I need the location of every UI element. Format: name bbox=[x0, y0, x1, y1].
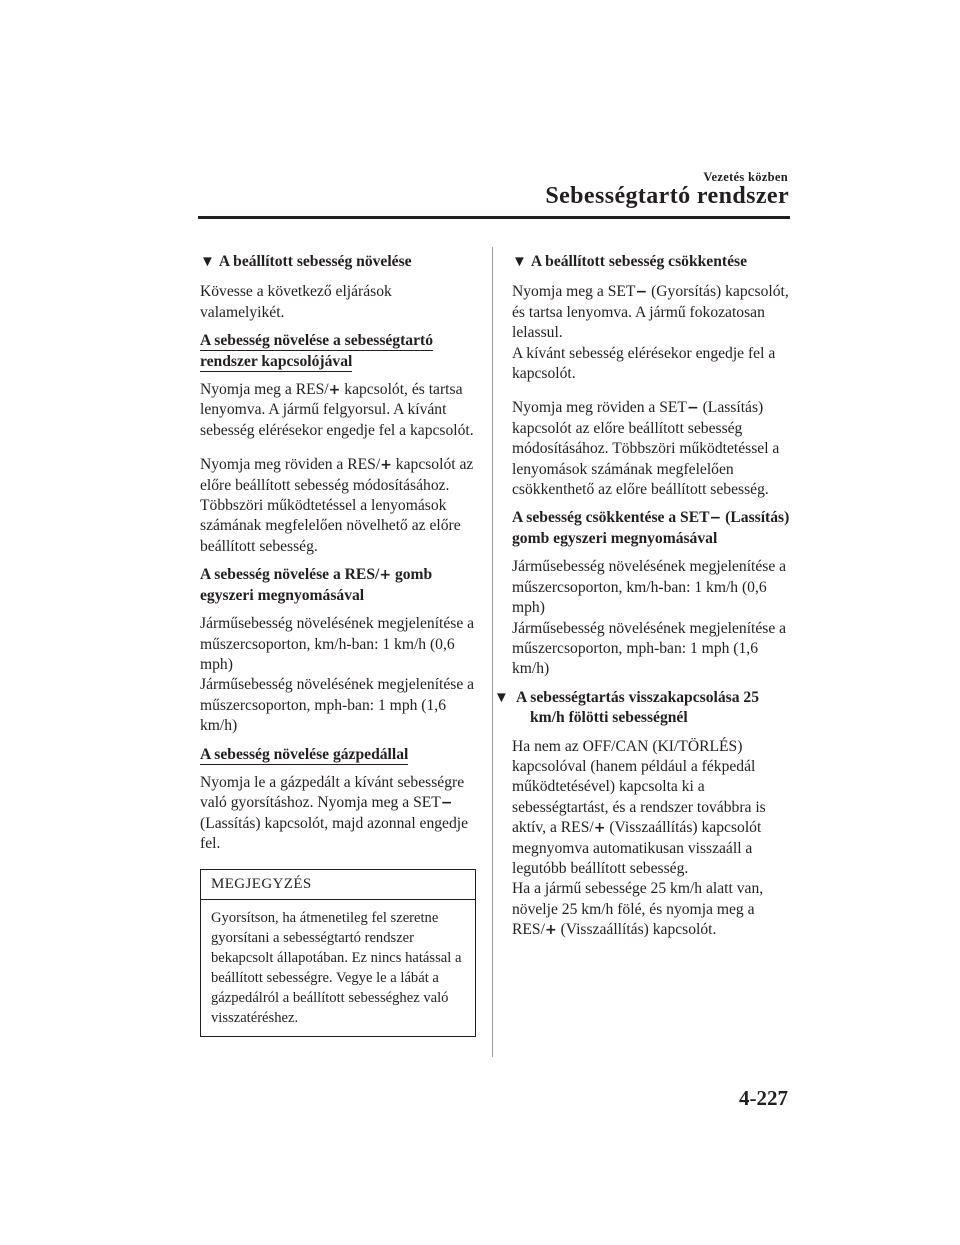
text-part: (Visszaállítás) kapcsolót megnyomva automatikusan visszaáll a legutóbb beállított sebesség. bbox=[512, 819, 762, 877]
column-divider bbox=[492, 247, 493, 1057]
note-title: MEGJEGYZÉS bbox=[201, 870, 475, 900]
text-part: (Gyorsítás) kapcsolót, és tartsa lenyomva. A jármű fokozatosan lelassul. bbox=[512, 283, 789, 342]
left-column bbox=[200, 252, 476, 1037]
text-part: A sebesség csökkentése a SET bbox=[512, 509, 710, 527]
text-part: gomb egyszeri megnyomásával bbox=[200, 566, 433, 604]
minus-icon: − bbox=[686, 400, 699, 417]
subheading-set-single bbox=[512, 508, 790, 549]
minus-icon: − bbox=[440, 795, 453, 812]
text-part: (Visszaállítás) kapcsolót. bbox=[556, 921, 717, 939]
page-title: Sebességtartó rendszer bbox=[545, 183, 789, 209]
page-number: 4-227 bbox=[739, 1086, 788, 1110]
paragraph-accelerator bbox=[200, 773, 476, 855]
paragraph-res-short bbox=[200, 455, 476, 557]
paragraph-set-hold bbox=[512, 282, 790, 343]
paragraph-mph-increment: Járműsebesség növelésének megjelenítése a műszercsoporton, mph-ban: 1 mph (1,6 km/h) bbox=[512, 619, 787, 678]
note-box bbox=[200, 869, 476, 1037]
paragraph-res-hold bbox=[200, 380, 476, 441]
section-heading-decrease bbox=[512, 252, 790, 272]
heading-text: A beállított sebesség csökkentése bbox=[530, 253, 747, 270]
text-part: (Lassítás) gomb egyszeri megnyomásával bbox=[512, 509, 790, 547]
paragraph-resume bbox=[512, 737, 790, 880]
note-body: Gyorsítson, ha átmenetileg fel szeretne gyorsítani a sebességtartó rendszer bekapcsolt állapotában. Ez nincs hatással a beállított sebességre. Vegye le a lábát a gázpedálról a beállított sebességhez való visszatéréshez. bbox=[211, 909, 462, 1026]
minus-icon: − bbox=[709, 510, 722, 527]
text-part: kapcsolót az előre beállított sebesség módosításához. Többszöri működtetéssel a lenyomások számának megfelelően növelhető az előre beállított sebesség. bbox=[200, 456, 474, 555]
text-part: Nyomja meg röviden a SET bbox=[512, 399, 687, 417]
paragraph-release: A kívánt sebesség elérésekor engedje fel a kapcsolót. bbox=[512, 344, 776, 383]
subheading-res-single bbox=[200, 565, 476, 606]
section-label: Vezetés közben bbox=[703, 170, 788, 184]
text-part: Nyomja le a gázpedált a kívánt sebességre való gyorsításhoz. Nyomja meg a SET bbox=[200, 773, 465, 812]
heading-text: A beállított sebesség növelése bbox=[218, 253, 412, 270]
text-part: (Lassítás) kapcsolót, majd azonnal engedje fel. bbox=[200, 814, 469, 853]
text-part: (Lassítás) kapcsolót az előre beállított sebesség módosításához. Többszöri működtetéssel a lenyomások számának megfelelően csökkenthető az előre beállított sebesség. bbox=[512, 399, 780, 499]
paragraph-set-short bbox=[512, 398, 790, 500]
text-part: Ha nem az OFF/CAN (KI/TÖRLÉS) kapcsolóval (hanem például a fékpedál működtetésével) kapcsolta ki a sebességtartást, és a rendszer továbbra is aktív, a RES/ bbox=[512, 737, 766, 837]
plus-icon: + bbox=[544, 922, 557, 939]
header-divider bbox=[198, 216, 790, 219]
text-part: kapcsolót, és tartsa lenyomva. A jármű felgyorsul. A kívánt sebesség elérésekor engedje fel a kapcsolót. bbox=[200, 381, 474, 439]
minus-icon: − bbox=[635, 284, 648, 301]
paragraph-kmh-increment: Járműsebesség növelésének megjelenítése a műszercsoporton, km/h-ban: 1 km/h (0,6 mph) bbox=[200, 615, 475, 673]
subheading-line-2: rendszer kapcsolójával bbox=[200, 352, 353, 370]
section-heading-increase bbox=[200, 252, 476, 272]
plus-icon: + bbox=[379, 567, 392, 584]
text-part: Nyomja meg a RES/ bbox=[200, 381, 329, 399]
subheading-line-1: A sebesség növelése a sebességtartó bbox=[200, 332, 433, 350]
subheading-accelerator bbox=[200, 745, 476, 765]
paragraph-below-25 bbox=[512, 879, 790, 940]
heading-text: A sebességtartás visszakapcsolása 25 km/h fölötti sebességnél bbox=[516, 688, 760, 727]
text-part: Ha a jármű sebessége 25 km/h alatt van, növelje 25 km/h fölé, és nyomja meg a RES/ bbox=[512, 880, 764, 939]
text-part: Nyomja meg röviden a RES/ bbox=[200, 456, 381, 474]
paragraph-mph-increment: Járműsebesség növelésének megjelenítése a műszercsoporton, mph-ban: 1 mph (1,6 km/h) bbox=[200, 676, 475, 735]
triangle-icon: ▼ bbox=[512, 254, 527, 270]
subheading-text: A sebesség növelése gázpedállal bbox=[200, 745, 409, 763]
text-part: Nyomja meg a SET bbox=[512, 283, 636, 301]
plus-icon: + bbox=[593, 820, 606, 837]
paragraph-kmh-increment: Járműsebesség növelésének megjelenítése a műszercsoporton, km/h-ban: 1 km/h (0,6 mph) bbox=[512, 558, 787, 617]
triangle-icon: ▼ bbox=[200, 254, 215, 270]
intro-paragraph: Kövesse a következő eljárások valamelyikét. bbox=[200, 283, 392, 321]
plus-icon: + bbox=[328, 382, 341, 399]
plus-icon: + bbox=[380, 457, 392, 474]
right-column bbox=[494, 252, 790, 949]
text-part: A sebesség növelése a RES/ bbox=[200, 566, 380, 584]
subheading-switch bbox=[200, 331, 476, 372]
section-heading-resume: ▼ A sebességtartás visszakapcsolása 25 km/h fölötti sebességnél bbox=[494, 688, 760, 727]
